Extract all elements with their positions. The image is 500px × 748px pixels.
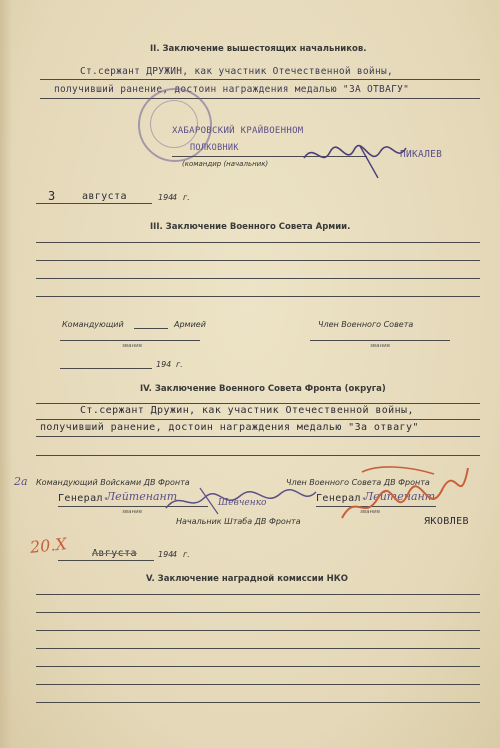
date-year: 194 [158, 193, 174, 202]
date-suffix: г. [183, 550, 190, 559]
date-year-digit: 4 [172, 550, 178, 559]
date-month-typed: Августа [92, 548, 137, 559]
rule [58, 560, 154, 561]
rule [134, 328, 168, 329]
rule [36, 278, 480, 279]
general-prefix: Генерал- [58, 493, 110, 504]
commander-label: Командующий [62, 320, 124, 329]
rule [36, 403, 480, 404]
rank-label: звание [122, 509, 143, 515]
rule [40, 98, 480, 99]
rank-handwritten: Лейтенант [106, 490, 178, 503]
rule [36, 648, 480, 649]
date-day: 3 [48, 189, 56, 203]
section-2-title: II. Заключение вышестоящих начальников. [150, 44, 367, 54]
rule [60, 368, 152, 369]
stamp-text: ХАБАРОВСКИЙ КРАЙВОЕННОМ [172, 126, 304, 136]
round-seal-inner [150, 100, 198, 148]
rank-handwritten-2: Лейтенант [364, 490, 436, 503]
front-council-label: Член Военного Совета ДВ Фронта [286, 478, 430, 487]
date-month: августа [82, 191, 127, 202]
rule [36, 594, 480, 595]
signer-name: ЯКОВЛЕВ [424, 516, 469, 527]
section-4-text-line-1: Ст.сержант Дружин, как участник Отечественной войны, [80, 405, 414, 416]
date-handwritten: 20.Х [29, 534, 68, 557]
margin-note: 2а [14, 475, 28, 488]
signature-mark [300, 138, 410, 180]
section-2-text-line-1: Ст.сержант ДРУЖИН, как участник Отечественной войны, [80, 66, 394, 77]
rule [60, 340, 200, 341]
front-commander-label: Командующий Войсками ДВ Фронта [36, 478, 190, 487]
army-label: Армией [174, 320, 206, 329]
council-member-label: Член Военного Совета [318, 320, 414, 329]
rule [36, 242, 480, 243]
rule [36, 203, 152, 204]
section-4-text-line-2: получивший ранение, достоин награждения медалью "За отвагу" [40, 422, 419, 433]
stamp-rank: ПОЛКОВНИК [190, 143, 239, 153]
rank-label: звание [122, 343, 143, 349]
rule [36, 455, 480, 456]
paper-edge [0, 0, 12, 748]
chief-of-staff-label: Начальник Штаба ДВ Фронта [176, 517, 301, 526]
chief-name: Шевченко [218, 498, 267, 508]
role-label: (командир (начальник) [182, 160, 269, 168]
rule [36, 419, 480, 420]
date-year: 194 [156, 360, 172, 369]
date-suffix: г. [176, 360, 183, 369]
rule [36, 666, 480, 667]
section-2-text-line-2: получивший ранение, достоин награждения медалью "ЗА ОТВАГУ" [54, 84, 410, 95]
section-3-title: III. Заключение Военного Совета Армии. [150, 222, 351, 232]
signer-name: ПИКАЛЕВ [400, 149, 443, 160]
signature-mark [160, 484, 320, 518]
date-year-digit: 4 [172, 193, 178, 202]
section-5-title: V. Заключение наградной комиссии НКО [146, 574, 348, 584]
rule [36, 436, 480, 437]
rule [36, 260, 480, 261]
rule [36, 612, 480, 613]
date-suffix: г. [183, 193, 190, 202]
signature-red-mark [338, 462, 474, 532]
rule [36, 296, 480, 297]
rule [36, 702, 480, 703]
rule [36, 684, 480, 685]
rule [36, 630, 480, 631]
rule [310, 340, 450, 341]
rule [40, 79, 480, 80]
date-year: 194 [158, 550, 174, 559]
rank-label: звание [360, 509, 381, 515]
general-prefix-2: Генерал- [316, 493, 368, 504]
rank-label: звание [370, 343, 391, 349]
section-4-title: IV. Заключение Военного Совета Фронта (округа) [140, 384, 386, 394]
